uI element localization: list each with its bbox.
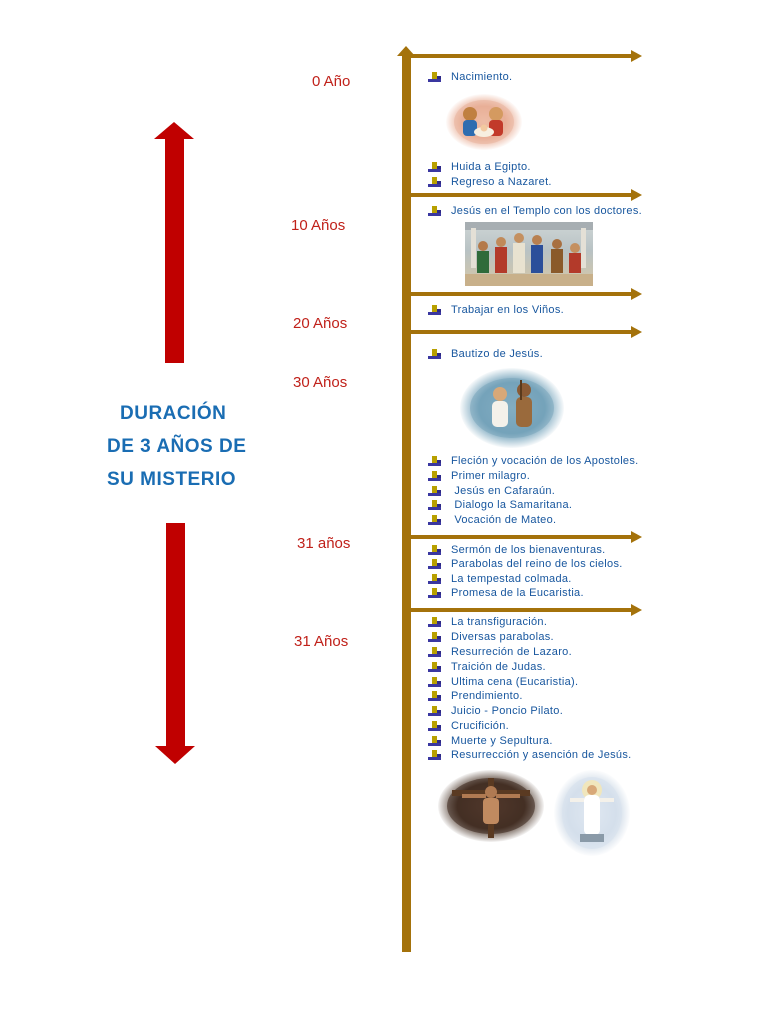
red-down-arrow-head: [155, 746, 195, 764]
event-item: [428, 645, 572, 659]
candle-bullet-icon: [428, 304, 443, 316]
event-label: Parabolas del reino de los cielos.: [451, 558, 623, 570]
candle-bullet-icon: [428, 161, 443, 173]
candle-bullet-icon: [428, 749, 443, 761]
event-label: Sermón de los bienaventuras.: [451, 544, 606, 556]
title-line-2: DE 3 AÑOS DE: [107, 436, 247, 457]
event-label: Ultima cena (Eucaristia).: [451, 676, 579, 688]
event-item: [428, 586, 584, 600]
event-item: [428, 70, 512, 84]
age-label-31b: 31 Años: [294, 633, 349, 650]
candle-bullet-icon: [428, 348, 443, 360]
candle-bullet-icon: [428, 514, 443, 526]
red-down-arrow: [166, 523, 185, 748]
event-label: Resurreción de Lazaro.: [451, 646, 572, 658]
event-item: [428, 347, 543, 361]
event-label: Regreso a Nazaret.: [451, 176, 552, 188]
event-item: [428, 484, 555, 498]
candle-bullet-icon: [428, 544, 443, 556]
event-label: Bautizo de Jesús.: [451, 348, 543, 360]
candle-bullet-icon: [428, 616, 443, 628]
event-label: Dialogo la Samaritana.: [451, 499, 573, 511]
event-label: Primer milagro.: [451, 470, 531, 482]
candle-bullet-icon: [428, 499, 443, 511]
candle-bullet-icon: [428, 470, 443, 482]
resurrection-image: [554, 770, 630, 856]
event-item: [428, 160, 531, 174]
event-item: [428, 303, 564, 317]
candle-bullet-icon: [428, 646, 443, 658]
event-label: Resurrección y asención de Jesús.: [451, 749, 632, 761]
event-item: [428, 572, 572, 586]
candle-bullet-icon: [428, 205, 443, 217]
candle-bullet-icon: [428, 485, 443, 497]
event-item: [428, 719, 509, 733]
candle-bullet-icon: [428, 558, 443, 570]
event-label: Traición de Judas.: [451, 661, 546, 673]
event-label: Juicio - Poncio Pilato.: [451, 705, 564, 717]
candle-bullet-icon: [428, 455, 443, 467]
candle-bullet-icon: [428, 587, 443, 599]
event-item: [428, 734, 553, 748]
candle-bullet-icon: [428, 573, 443, 585]
event-item: [428, 689, 523, 703]
event-item: [428, 543, 606, 557]
age-label-20: 20 Años: [293, 315, 348, 332]
timeline-branch-arrow: [406, 608, 632, 612]
timeline-branch-arrow: [406, 292, 632, 296]
candle-bullet-icon: [428, 735, 443, 747]
event-item: [428, 748, 632, 762]
event-label: Fleción y vocación de los Apostoles.: [451, 455, 639, 467]
red-up-arrow: [165, 137, 184, 363]
candle-bullet-icon: [428, 661, 443, 673]
event-item: [428, 175, 552, 189]
candle-bullet-icon: [428, 720, 443, 732]
candle-bullet-icon: [428, 705, 443, 717]
event-label: Jesús en Cafaraún.: [451, 485, 556, 497]
event-item: [428, 454, 639, 468]
event-item: [428, 557, 623, 571]
event-label: Diversas parabolas.: [451, 631, 554, 643]
baptism-image: [460, 368, 564, 448]
event-label: Nacimiento.: [451, 71, 513, 83]
event-label: Promesa de la Eucaristia.: [451, 587, 584, 599]
candle-bullet-icon: [428, 71, 443, 83]
nativity-image: [446, 94, 522, 150]
event-label: Prendimiento.: [451, 690, 523, 702]
event-label: Jesús en el Templo con los doctores.: [451, 205, 642, 217]
event-item: [428, 660, 546, 674]
event-item: [428, 204, 642, 218]
event-label: Vocación de Mateo.: [451, 514, 557, 526]
candle-bullet-icon: [428, 676, 443, 688]
timeline-branch-arrow: [406, 330, 632, 334]
temple-image: [465, 222, 593, 286]
event-item: [428, 675, 578, 689]
age-label-31a: 31 años: [297, 535, 351, 552]
event-item: [428, 469, 530, 483]
event-item: [428, 704, 563, 718]
candle-bullet-icon: [428, 631, 443, 643]
event-item: [428, 630, 554, 644]
timeline-branch-arrow: [406, 54, 632, 58]
event-label: Muerte y Sepultura.: [451, 735, 553, 747]
event-label: Crucifición.: [451, 720, 510, 732]
event-item: [428, 498, 572, 512]
candle-bullet-icon: [428, 690, 443, 702]
event-label: La tempestad colmada.: [451, 573, 572, 585]
event-label: La transfiguración.: [451, 616, 548, 628]
timeline-branch-arrow: [406, 535, 632, 539]
age-label-0: 0 Año: [312, 73, 351, 90]
event-label: Trabajar en los Viños.: [451, 304, 564, 316]
event-item: [428, 513, 556, 527]
crucifixion-image: [438, 770, 544, 842]
event-item: [428, 615, 547, 629]
age-label-10: 10 Años: [291, 217, 346, 234]
age-label-30: 30 Años: [293, 374, 348, 391]
candle-bullet-icon: [428, 176, 443, 188]
title-line-3: SU MISTERIO: [107, 469, 237, 490]
timeline-branch-arrow: [406, 193, 632, 197]
timeline-spine: [402, 54, 411, 952]
event-label: Huida a Egipto.: [451, 161, 531, 173]
title-line-1: DURACIÓN: [120, 403, 227, 424]
